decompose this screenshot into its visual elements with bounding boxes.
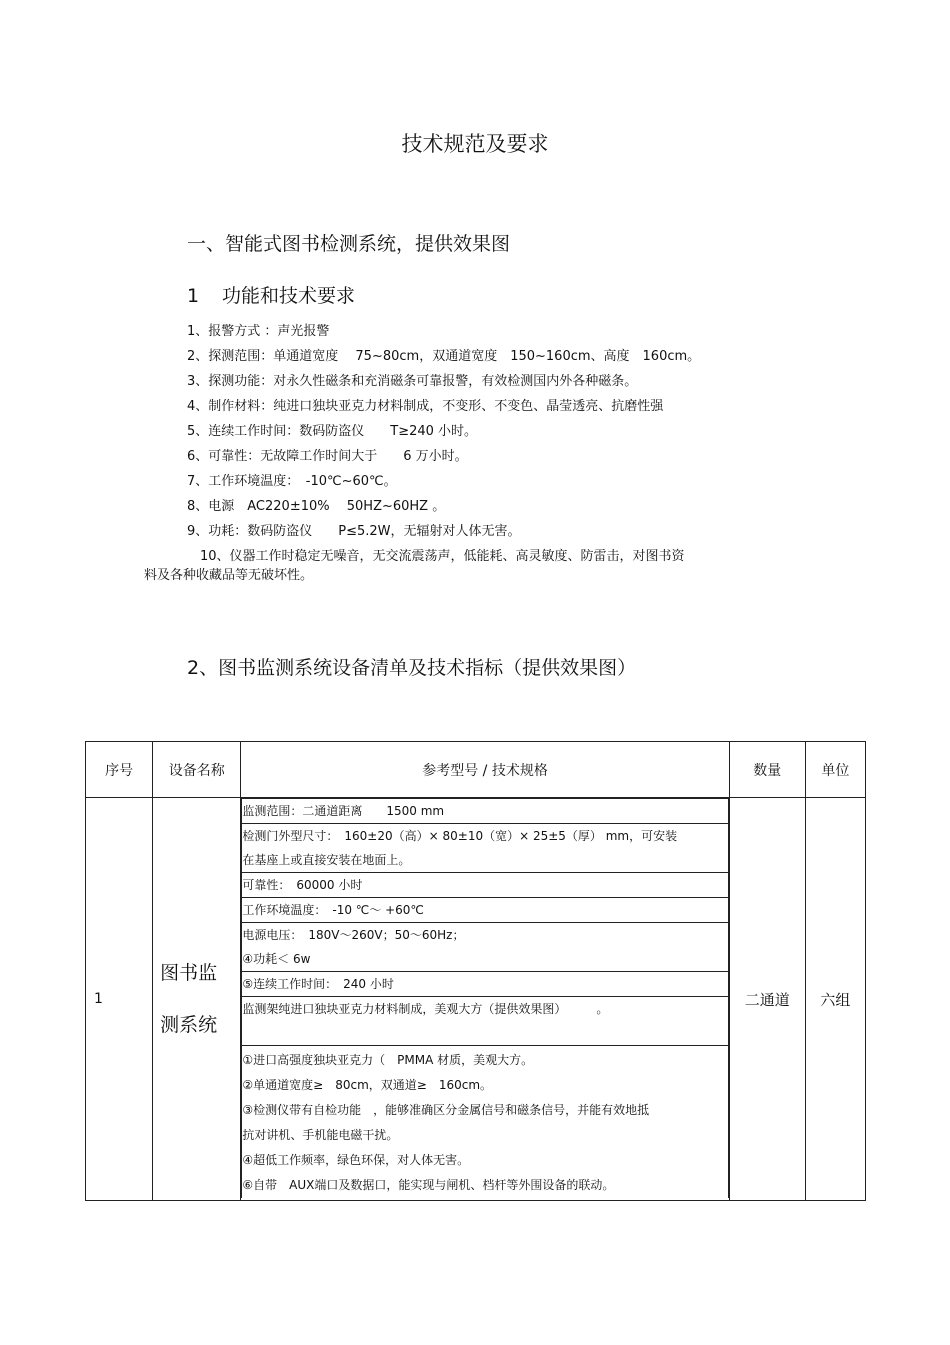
requirements-list: [187, 319, 747, 569]
cell-specs: [241, 798, 729, 1201]
requirement-item: 10、仪器工作时稳定无噪音，无交流震荡声，低能耗、高灵敏度、防雷击，对图书资: [187, 549, 685, 564]
spec-text: ④功耗＜ 6w: [242, 952, 311, 966]
spec-line: 工作环境温度： -10 ℃～ +60℃: [242, 898, 728, 923]
spec-text: 电源电压： 180V～260V；50～60Hz；: [242, 928, 465, 942]
cell-unit: 六组: [805, 798, 865, 1201]
cell-qty: 二通道: [729, 798, 805, 1201]
table-row: [86, 798, 866, 1201]
device-name-line: 图书监: [160, 962, 218, 984]
page-title: 技术规范及要求: [401, 132, 549, 156]
header-name: 设备名称: [153, 742, 241, 798]
equipment-spec-table: [85, 741, 866, 1201]
spec-line: [242, 824, 728, 873]
requirement-item: 5、连续工作时间：数码防盗仪 T≥240 小时。: [187, 424, 478, 439]
spec-text: ①进口高强度独块亚克力（ PMMA 材质，美观大方。: [242, 1053, 534, 1067]
spec-text: 抗对讲机、手机能电磁干扰。: [242, 1128, 399, 1142]
spec-text: ②单通道宽度≥ 80cm，双通道≥ 160cm。: [242, 1078, 493, 1092]
header-unit: 单位: [805, 742, 865, 798]
spec-line: 监测架纯进口独块亚克力材料制成，美观大方（提供效果图） 。: [242, 997, 728, 1046]
spec-subtable: [241, 798, 728, 1198]
requirement-item: 3、探测功能：对永久性磁条和充消磁条可靠报警，有效检测国内外各种磁条。: [187, 374, 638, 389]
section-heading-2: 2、图书监测系统设备清单及技术指标（提供效果图）: [187, 657, 637, 679]
subsection-number: 1: [187, 285, 200, 307]
subsection-heading-1: [187, 281, 355, 308]
section-heading-1: 一、智能式图书检测系统，提供效果图: [187, 233, 511, 255]
header-qty: 数量: [729, 742, 805, 798]
spec-text: ③检测仪带有自检功能 ，能够准确区分金属信号和磁条信号，并能有效地抵: [242, 1103, 650, 1117]
spec-line: 监测范围：二通道距离 1500 mm: [242, 799, 728, 824]
cell-device-name: [153, 798, 241, 1201]
spec-line: [242, 1046, 728, 1199]
spec-text: 检测门外型尺寸： 160±20（高）× 80±10（宽）× 25±5（厚） mm，可安装: [242, 829, 678, 843]
requirement-continuation: 料及各种收藏品等无破坏性。: [144, 568, 314, 583]
spec-text: ④超低工作频率，绿色环保，对人体无害。: [242, 1153, 470, 1167]
spec-line: 可靠性： 60000 小时: [242, 873, 728, 898]
requirement-item: 4、制作材料：纯进口独块亚克力材料制成，不变形、不变色、晶莹透亮、抗磨性强: [187, 399, 664, 414]
requirement-item: 9、功耗：数码防盗仪 P≤5.2W，无辐射对人体无害。: [187, 524, 521, 539]
table-header-row: [86, 742, 866, 798]
requirement-item: 1、报警方式 ：声光报警: [187, 324, 330, 339]
header-spec: 参考型号 / 技术规格: [241, 742, 729, 798]
spec-text: 在基座上或直接安装在地面上。: [242, 853, 411, 867]
spec-line: ⑤连续工作时间： 240 小时: [242, 972, 728, 997]
spec-text: ⑥自带 AUX端口及数据口，能实现与闸机、档杆等外围设备的联动。: [242, 1178, 615, 1192]
requirement-item: 6、可靠性：无故障工作时间大于 6 万小时。: [187, 449, 468, 464]
requirement-item: 7、工作环境温度： -10℃~60℃。: [187, 474, 397, 489]
requirement-item: 2、探测范围：单通道宽度 75~80cm，双通道宽度 150~160cm、高度 160cm。: [187, 349, 701, 364]
requirement-item: 8、电源 AC220±10% 50HZ~60HZ 。: [187, 499, 446, 514]
subsection-title: 功能和技术要求: [222, 285, 356, 307]
device-name-line: 测系统: [160, 1014, 218, 1036]
cell-seq: 1: [86, 798, 153, 1201]
spec-line: [242, 923, 728, 972]
header-seq: 序号: [86, 742, 153, 798]
